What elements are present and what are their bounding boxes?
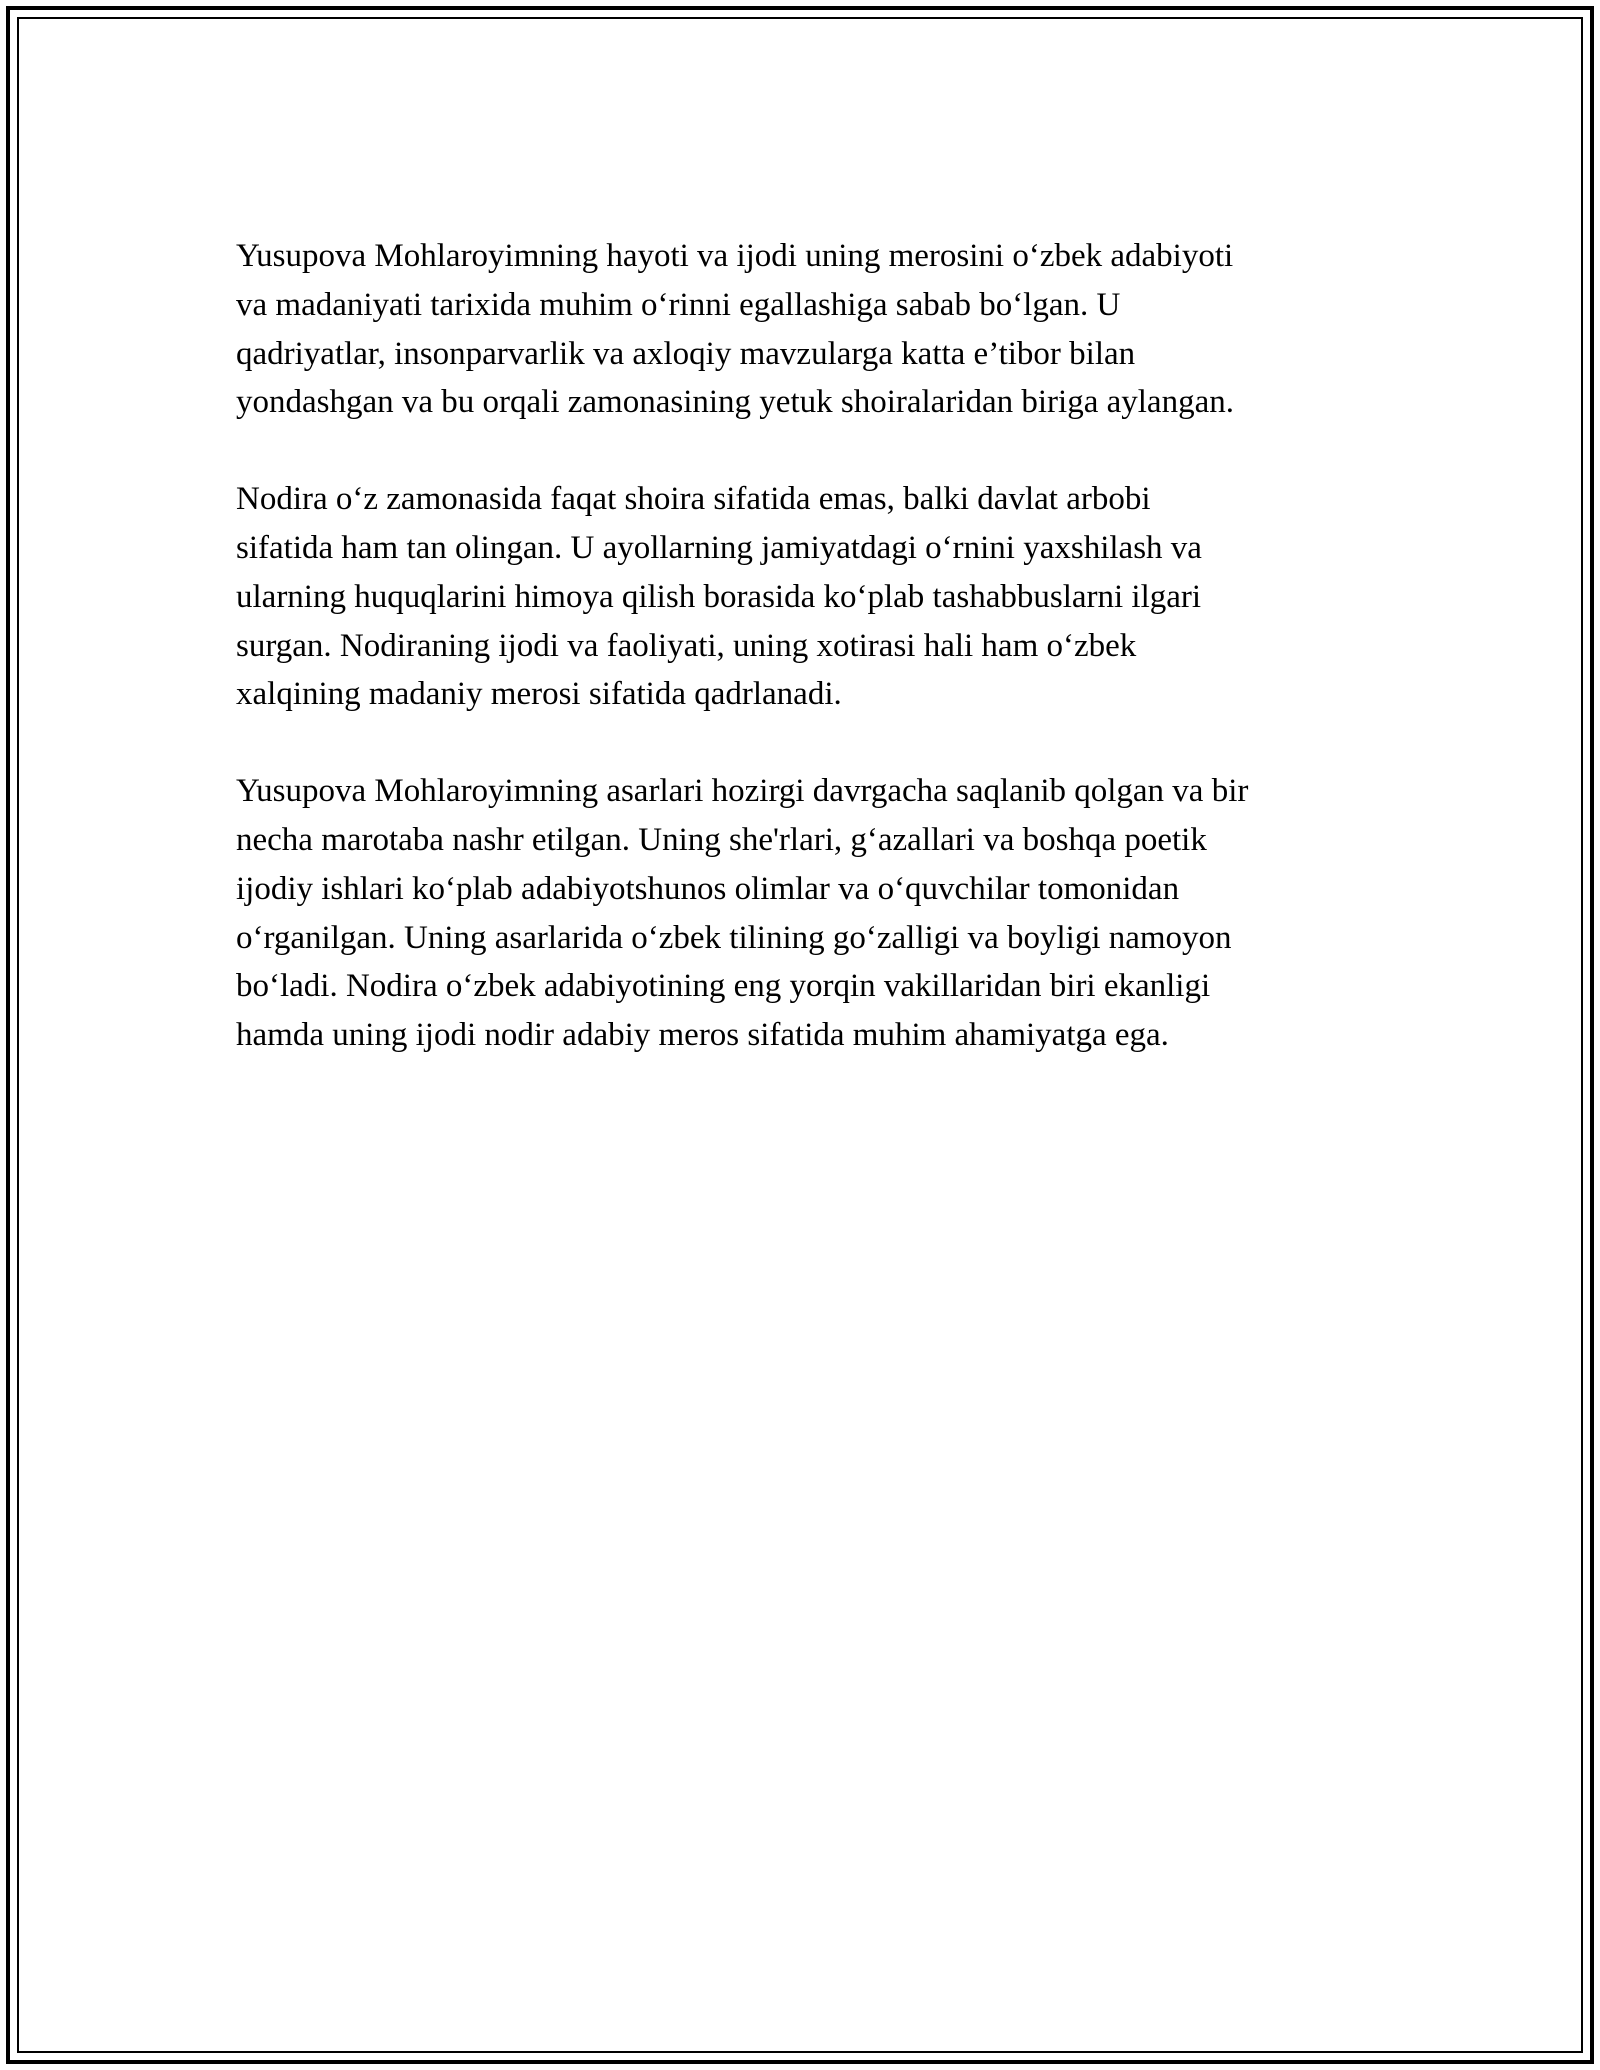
paragraph-1: Yusupova Mohlaroyimning hayoti va ijodi uning merosini o‘zbek adabiyoti va madaniyati tarixida muhim o‘rinni egallashiga sabab bo‘lgan. U qadriyatlar, insonparvarlik va axloqiy mavzularga katta e’tibor bilan yondashgan va bu orqali zamonasining yetuk shoiralaridan biriga aylangan.	[236, 238, 1234, 421]
paragraph-2: Nodira o‘z zamonasida faqat shoira sifatida emas, balki davlat arbobi sifatida ham tan olingan. U ayollarning jamiyatdagi o‘rnini yaxshilash va ularning huquqlarini himoya qilish borasida ko‘plab tashabbuslarni ilgari surgan. Nodiraning ijodi va faoliyati, uning xotirasi hali ham o‘zbek xalqining madaniy merosi sifatida qadrlanadi.	[236, 481, 1202, 713]
document-body	[236, 232, 1396, 1108]
paragraph-3: Yusupova Mohlaroyimning asarlari hozirgi davrgacha saqlanib qolgan va bir necha marotaba nashr etilgan. Uning she'rlari, g‘azallari va boshqa poetik ijodiy ishlari ko‘plab adabiyotshunos olimlar va o‘quvchilar tomonidan o‘rganilgan. Uning asarlarida o‘zbek tilining go‘zalligi va boyligi namoyon bo‘ladi. Nodira o‘zbek adabiyotining eng yorqin vakillaridan biri ekanligi hamda uning ijodi nodir adabiy meros sifatida muhim ahamiyatga ega.	[236, 773, 1249, 1054]
